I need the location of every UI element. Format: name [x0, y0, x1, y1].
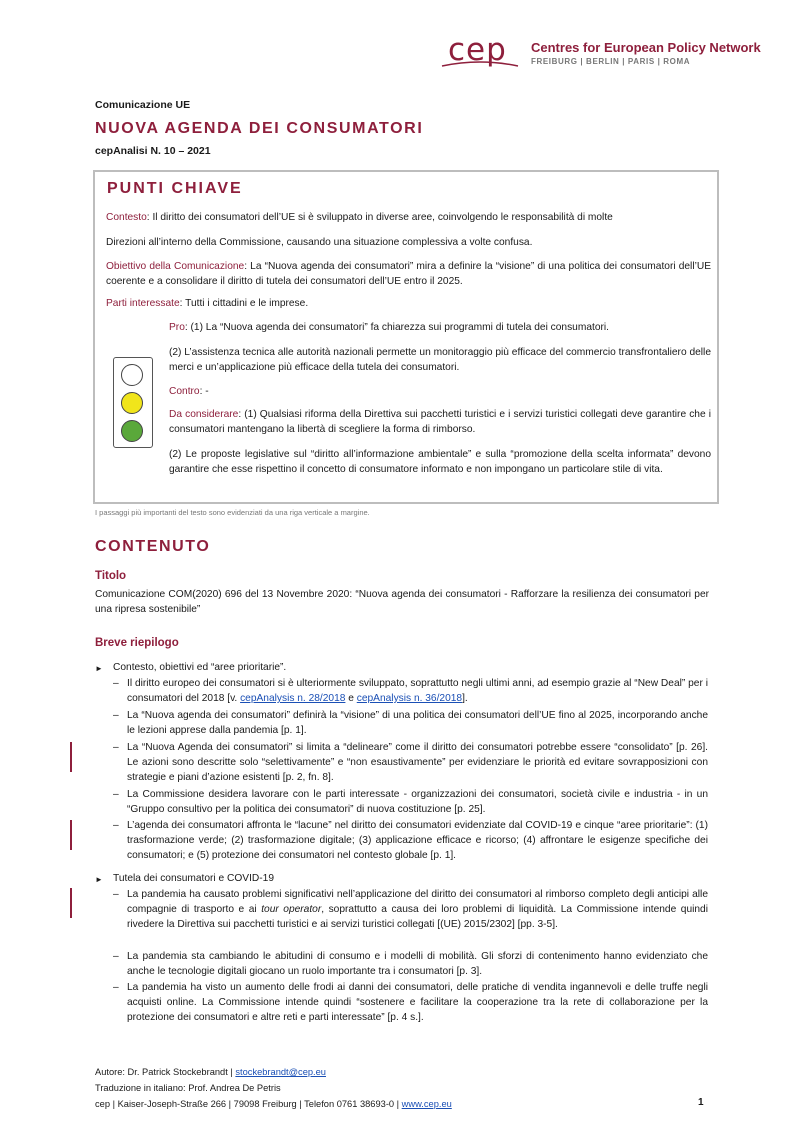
bullet-triangle-icon: ►: [95, 875, 103, 884]
objective-text: : La “Nuova agenda dei consumatori” mira a definire la “visione” di una politica dei consumatori dell’UE coerente e a consolidare il diritto di tutela dei consumatori dell’UE entro il 2025.: [106, 261, 711, 287]
list-item: – La Commissione desidera lavorare con le parti interessate - organizzazioni dei consumatori, società civile e industria - in un “Gruppo consultivo per la politica dei consumatori” di nuova costituzione [p. 25].: [113, 789, 708, 815]
org-name: Centres for European Policy Network: [531, 40, 761, 55]
cepanalysis-36-2018-link[interactable]: cepAnalysis n. 36/2018: [356, 693, 463, 704]
context-text-2: Direzioni all’interno della Commissione, causando una situazione complessiva a volte confusa.: [106, 237, 533, 248]
logo-arc-icon: [440, 60, 520, 70]
bullet-triangle-icon: ►: [95, 664, 103, 673]
list-item: – La pandemia ha causato problemi significativi nell’applicazione del diritto dei consumatori al rimborso completo degli anticipi alle compagnie di trasporto e ai tour operator, soprattutto a causa dei loro problemi di liquidità. La Commissione intende quindi rivedere la Direttiva sui pacchetti turistici e ai servizi turistici collegati [(UE) 2015/2302] [pp. 3-5].: [113, 889, 708, 930]
website-link[interactable]: www.cep.eu: [401, 1099, 452, 1109]
cep-logo: cep: [448, 32, 507, 68]
list-item-text: La pandemia ha causato problemi significativi nell’applicazione del diritto dei consumatori al rimborso completo degli anticipi alle compagnie di trasporto e ai: [127, 889, 708, 915]
stakeholders-text: : Tutti i cittadini e le imprese.: [179, 298, 309, 309]
consider-label: Da considerare: [169, 409, 239, 420]
page-number: 1: [698, 1097, 704, 1108]
list-item-text: ].: [462, 693, 468, 704]
bullet-covid: Tutela dei consumatori e COVID-19: [113, 873, 274, 884]
list-item-text: La “Nuova agenda dei consumatori” definirà la “visione” di una politica dei consumatori dell’UE fino al 2025, incorporando anche le lezioni apprese dalla pandemia [p. 1].: [127, 710, 708, 736]
pro-paragraph: [169, 320, 711, 335]
traffic-light-icon: [113, 357, 153, 448]
context-paragraph: [106, 210, 711, 225]
org-cities: FREIBURG | BERLIN | PARIS | ROMA: [531, 57, 691, 66]
title-text: Comunicazione COM(2020) 696 del 13 Novembre 2020: “Nuova agenda dei consumatori - Rafforzare la resilienza dei consumatori per una ripresa sostenibile”: [95, 589, 709, 615]
document-number: cepAnalisi N. 10 – 2021: [95, 145, 211, 157]
stakeholders-paragraph: [106, 296, 711, 311]
list-item: – La pandemia ha visto un aumento delle frodi ai danni dei consumatori, delle pratiche di vendita ingannevoli e delle truffe negli acquisti online. La Commissione intende quindi “sostenere e facilitare la cooperazione tra la rete di collaborazione per la protezione dei consumatori e altre reti e parti interessate” [p. 4 s.].: [113, 982, 708, 1023]
footer-translation: Traduzione in italiano: Prof. Andrea De Petris: [95, 1083, 281, 1093]
list-item-text: La pandemia ha visto un aumento delle frodi ai danni dei consumatori, delle pratiche di vendita ingannevoli e delle truffe negli acquisti online. La Commissione intende quindi “sostenere e facilitare la cooperazione tra la rete di collaborazione per la protezione dei consumatori e altre reti e parti interessate” [p. 4 s.].: [127, 982, 708, 1023]
author-email-link[interactable]: stockebrandt@cep.eu: [235, 1067, 326, 1077]
consider-text-2: (2) Le proposte legislative sul “diritto all’informazione ambientale” e sulla “promozione della scelta informata” devono garantire che esse rispettino il concetto di consumatore informato e non impongano un particolare stile di vita.: [169, 449, 711, 475]
list-item-emphasis: tour operator: [261, 904, 322, 915]
pro-paragraph-2: [169, 345, 711, 375]
traffic-light-white-icon: [121, 364, 143, 386]
consider-text-1: : (1) Qualsiasi riforma della Direttiva sui pacchetti turistici e i servizi turistici collegati deve garantire che i consumatori mantengano la libertà di scegliere la forma di rimborso.: [169, 409, 711, 435]
context-paragraph-2: [106, 235, 711, 250]
list-item: – Il diritto europeo dei consumatori si è ulteriormente sviluppato, soprattutto negli ultimi anni, ad esempio grazie al “New Deal” per i consumatori del 2018 [v. cepAnalysis n. 28/2018 e cepAnalysis n. 36/2018].: [113, 678, 708, 704]
footer-address: [95, 1096, 452, 1112]
document-type: Comunicazione UE: [95, 99, 191, 111]
list-item-text: Il diritto europeo dei consumatori si è ulteriormente sviluppato, soprattutto negli ultimi anni, ad esempio grazie al “New Deal” per i consumatori del 2018 [v.: [127, 678, 708, 704]
footer-author-text: Autore: Dr. Patrick Stockebrandt |: [95, 1067, 236, 1077]
objective-label: Obiettivo della Comunicazione: [106, 261, 245, 272]
summary-subheading: Breve riepilogo: [95, 637, 179, 649]
contra-paragraph: [169, 384, 711, 399]
footer-author: [95, 1064, 326, 1080]
key-points-footnote: I passaggi più importanti del testo sono evidenziati da una riga verticale a margine.: [95, 508, 370, 517]
footer-address-text: cep | Kaiser-Joseph-Straße 266 | 79098 Freiburg | Telefon 0761 38693-0 |: [95, 1099, 402, 1109]
consider-paragraph-2: [169, 447, 711, 477]
objective-paragraph: [106, 259, 711, 289]
stakeholders-label: Parti interessate: [106, 298, 180, 309]
bullet-context: Contesto, obiettivi ed “aree prioritarie”.: [113, 662, 287, 673]
list-item-text: L’agenda dei consumatori affronta le “lacune” nel diritto dei consumatori evidenziate dal COVID-19 e cinque “aree prioritarie”: (1) trasformazione verde; (2) trasformazione digitale; (3) applicazione efficace e ricorso; (4) affrontare le esigenze specifiche dei consumatori; e (5) protezione dei consumatori nel contesto globale [p. 1].: [127, 820, 708, 861]
pro-text-1: : (1) La “Nuova agenda dei consumatori” fa chiarezza sui programmi di tutela dei consumatori.: [184, 322, 609, 333]
key-points-heading: PUNTI CHIAVE: [107, 180, 243, 197]
contra-text: : -: [199, 386, 209, 397]
list-item-text: La pandemia sta cambiando le abitudini di consumo e i modelli di mobilità. Gli sforzi di contenimento hanno evidenziato che anche le tecnologie digitali giocano un ruolo importante tra i consumatori [p. 3].: [127, 951, 708, 977]
cepanalysis-28-2018-link[interactable]: cepAnalysis n. 28/2018: [240, 693, 346, 704]
traffic-light-yellow-icon: [121, 392, 143, 414]
title-subheading: Titolo: [95, 570, 127, 582]
list-item-text: La Commissione desidera lavorare con le parti interessate - organizzazioni dei consumatori, società civile e industria - in un “Gruppo consultivo per la politica dei consumatori” di nuova costituzione [p. 25].: [127, 789, 708, 815]
content-heading: CONTENUTO: [95, 538, 211, 555]
list-item-text: La “Nuova Agenda dei consumatori” si limita a “delineare” come il diritto dei consumatori potrebbe essere “consolidato” [p. 26]. Le azioni sono descritte solo “selettivamente” e “non esaustivamente” per evidenziare le priorità ed evitare sovrapposizioni con strategie e piani d’azione esistenti [p. 2, fn. 8].: [127, 742, 708, 783]
context-text: : Il diritto dei consumatori dell’UE si è sviluppato in diverse aree, coinvolgendo le responsabilità di molte: [146, 212, 613, 223]
margin-highlight-bar: [70, 820, 72, 850]
document-title: NUOVA AGENDA DEI CONSUMATORI: [95, 120, 424, 137]
list-item: – La pandemia sta cambiando le abitudini di consumo e i modelli di mobilità. Gli sforzi di contenimento hanno evidenziato che anche le tecnologie digitali giocano un ruolo importante tra i consumatori [p. 3].: [113, 951, 708, 977]
traffic-light-green-icon: [121, 420, 143, 442]
list-item: – La “Nuova Agenda dei consumatori” si limita a “delineare” come il diritto dei consumatori potrebbe essere “consolidato” [p. 26]. Le azioni sono descritte solo “selettivamente” e “non esaustivamente” per evidenziare le priorità ed evitare sovrapposizioni con strategie e piani d’azione esistenti [p. 2, fn. 8].: [113, 742, 708, 783]
list-item: – La “Nuova agenda dei consumatori” definirà la “visione” di una politica dei consumatori dell’UE fino al 2025, incorporando anche le lezioni apprese dalla pandemia [p. 1].: [113, 710, 708, 736]
margin-highlight-bar: [70, 742, 72, 772]
context-label: Contesto: [106, 212, 147, 223]
pro-label: Pro: [169, 322, 185, 333]
list-item: – L’agenda dei consumatori affronta le “lacune” nel diritto dei consumatori evidenziate dal COVID-19 e cinque “aree prioritarie”: (1) trasformazione verde; (2) trasformazione digitale; (3) applicazione efficace e ricorso; (4) affrontare le esigenze specifiche dei consumatori; e (5) protezione dei consumatori nel contesto globale [p. 1].: [113, 820, 708, 861]
pro-text-2: (2) L’assistenza tecnica alle autorità nazionali permette un monitoraggio più efficace del commercio transfrontaliero delle merci e un’applicazione più efficace della tutela dei consumatori.: [169, 347, 711, 373]
list-item-text: , soprattutto a causa dei loro problemi di liquidità. La Commissione intende quindi rivedere la Direttiva sui pacchetti turistici e ai servizi turistici collegati [(UE) 2015/2302] [pp. 3-5].: [127, 904, 708, 930]
list-item-text: e: [345, 693, 357, 704]
contra-label: Contro: [169, 386, 200, 397]
margin-highlight-bar: [70, 888, 72, 918]
consider-paragraph: [169, 407, 711, 437]
